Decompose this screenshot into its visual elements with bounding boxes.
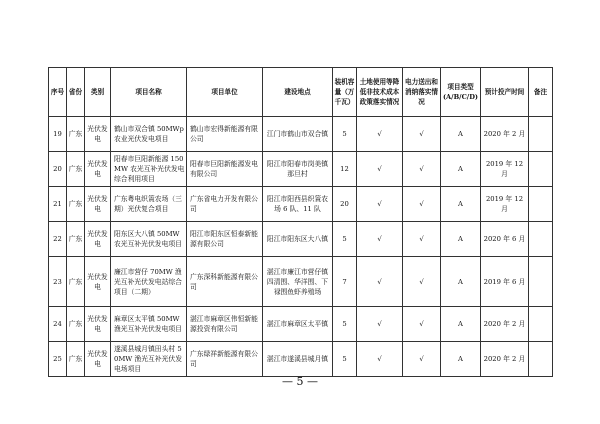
header-category: 类别 [85,68,111,117]
cell-province: 广东 [67,117,85,152]
cell-unit: 阳江市阳东区恒泰新能源有限公司 [187,222,263,257]
cell-province: 广东 [67,222,85,257]
project-table [48,67,553,377]
cell-location: 湛江市麻章区太平镇 [263,307,333,342]
cell-type: A [441,257,481,307]
cell-category: 光伏发电 [85,257,111,307]
table-row [49,152,553,187]
table-row [49,117,553,152]
cell-date: 2020 年 2 月 [481,307,529,342]
cell-date: 2019 年 6 月 [481,257,529,307]
cell-category: 光伏发电 [85,152,111,187]
cell-land: √ [357,342,403,377]
table-body [49,117,553,377]
cell-province: 广东 [67,257,85,307]
cell-no: 25 [49,342,67,377]
cell-type: A [441,117,481,152]
cell-unit: 广东省电力开发有限公司 [187,187,263,222]
cell-land: √ [357,307,403,342]
cell-unit: 阳春市巨阳新能源发电有限公司 [187,152,263,187]
cell-capacity: 7 [333,257,357,307]
cell-date: 2020 年 2 月 [481,342,529,377]
cell-no: 20 [49,152,67,187]
cell-land: √ [357,257,403,307]
cell-name: 廉江市营仔 70MW 渔光互补光伏发电站综合项目（二期） [111,257,187,307]
cell-date: 2019 年 12 月 [481,187,529,222]
cell-land: √ [357,187,403,222]
cell-capacity: 12 [333,152,357,187]
cell-capacity: 5 [333,307,357,342]
cell-power: √ [403,117,441,152]
cell-type: A [441,152,481,187]
header-location: 建设地点 [263,68,333,117]
cell-land: √ [357,222,403,257]
cell-location: 湛江市遂溪县城月镇 [263,342,333,377]
cell-power: √ [403,307,441,342]
cell-capacity: 5 [333,117,357,152]
cell-capacity: 20 [333,187,357,222]
cell-remark [529,257,553,307]
table-row [49,187,553,222]
cell-name: 阳春市巨阳新能源 150MW 农光互补光伏发电综合利用项目 [111,152,187,187]
page-number: — 5 — [282,375,318,388]
cell-location: 阳江市阳西县织篢农场 6 队、11 队 [263,187,333,222]
table-row [49,307,553,342]
cell-unit: 湛江市麻章区伟恒新能源投资有限公司 [187,307,263,342]
cell-location: 阳江市阳东区大八镇 [263,222,333,257]
cell-province: 广东 [67,152,85,187]
cell-no: 21 [49,187,67,222]
cell-type: A [441,187,481,222]
cell-power: √ [403,342,441,377]
cell-location: 湛江市廉江市营仔镇四清围、华洋围、下禄围鱼虾养殖场 [263,257,333,307]
cell-no: 23 [49,257,67,307]
cell-location: 阳江市阳春市岗美镇那旦村 [263,152,333,187]
cell-category: 光伏发电 [85,307,111,342]
header-name: 项目名称 [111,68,187,117]
cell-category: 光伏发电 [85,117,111,152]
cell-land: √ [357,117,403,152]
cell-category: 光伏发电 [85,342,111,377]
cell-name: 麻章区太平镇 50MW 渔光互补光伏发电项目 [111,307,187,342]
cell-unit: 广东深科新能源有限公司 [187,257,263,307]
table-row [49,257,553,307]
cell-name: 广东粤电织篢农场（三期）光伏复合项目 [111,187,187,222]
cell-capacity: 5 [333,342,357,377]
cell-remark [529,222,553,257]
header-power: 电力送出和消纳落实情况 [403,68,441,117]
cell-remark [529,307,553,342]
cell-date: 2020 年 6 月 [481,222,529,257]
cell-name: 阳东区大八镇 50MW 农光互补光伏发电项目 [111,222,187,257]
cell-remark [529,152,553,187]
header-no: 序号 [49,68,67,117]
table-row [49,222,553,257]
cell-power: √ [403,187,441,222]
cell-category: 光伏发电 [85,222,111,257]
cell-province: 广东 [67,342,85,377]
cell-no: 24 [49,307,67,342]
header-land: 土地使用等降低非技术成本政策落实情况 [357,68,403,117]
cell-province: 广东 [67,307,85,342]
cell-unit: 广东绿祥新能源有限公司 [187,342,263,377]
cell-type: A [441,342,481,377]
cell-name: 鹤山市双合镇 50MWp 农业光伏发电项目 [111,117,187,152]
cell-power: √ [403,222,441,257]
table-row [49,342,553,377]
cell-remark [529,187,553,222]
cell-type: A [441,222,481,257]
table-header-row [49,68,553,117]
header-unit: 项目单位 [187,68,263,117]
header-type: 项目类型(A/B/C/D) [441,68,481,117]
header-province: 省份 [67,68,85,117]
cell-power: √ [403,257,441,307]
cell-type: A [441,307,481,342]
cell-unit: 鹤山市宏得新能源有限公司 [187,117,263,152]
cell-date: 2019 年 12 月 [481,152,529,187]
header-capacity: 装机容量（万千瓦） [333,68,357,117]
cell-remark [529,117,553,152]
cell-no: 22 [49,222,67,257]
header-date: 预计投产时间 [481,68,529,117]
cell-capacity: 5 [333,222,357,257]
cell-date: 2020 年 2 月 [481,117,529,152]
cell-remark [529,342,553,377]
cell-name: 遂溪县城月镇田头村 50MW 渔光互补光伏发电场项目 [111,342,187,377]
cell-land: √ [357,152,403,187]
header-remark: 备注 [529,68,553,117]
cell-category: 光伏发电 [85,187,111,222]
cell-no: 19 [49,117,67,152]
cell-power: √ [403,152,441,187]
cell-province: 广东 [67,187,85,222]
cell-location: 江门市鹤山市双合镇 [263,117,333,152]
